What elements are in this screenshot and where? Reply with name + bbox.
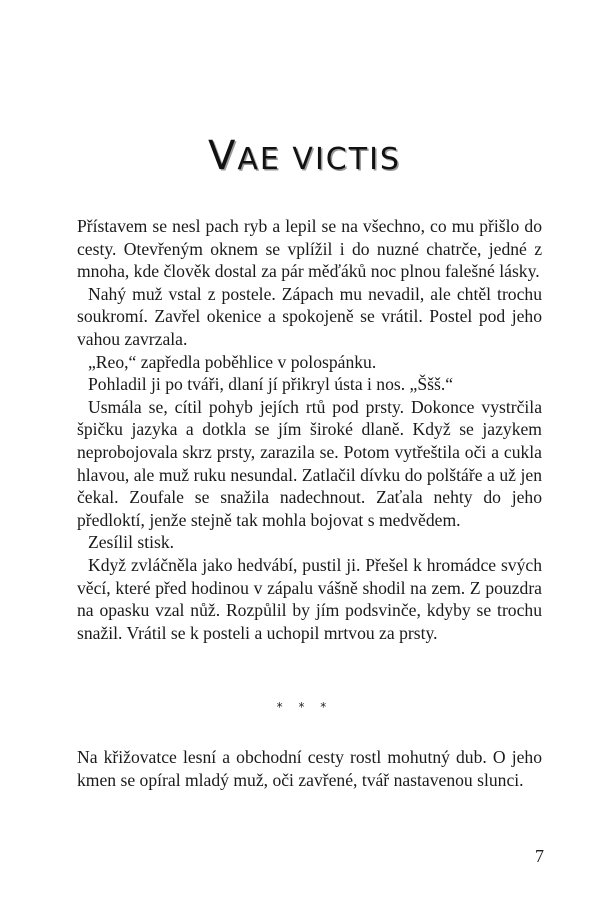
paragraph: „Reo,“ zapředla poběhlice v polospánku. [88, 351, 377, 372]
page-number: 7 [535, 846, 544, 866]
section-one-text [77, 215, 542, 644]
paragraph: Na křižovatce lesní a obchodní cesty rostl mohutný dub. O jeho kmen se opíral mladý muž, oči zavřené, tvář nastavenou slunci. [77, 747, 542, 790]
paragraph: Zesílil stisk. [88, 532, 175, 553]
section-two-text [77, 746, 542, 791]
scene-break: * * * [276, 700, 333, 714]
paragraph: Přístavem se nesl pach ryb a lepil se na všechno, co mu přišlo do cesty. Otevřeným oknem se vplížil i do nuzné chatrče, jedné z mnoha, kde člověk dostal za pár měďáků noc plnou falešné lásky. [77, 216, 542, 282]
paragraph: Usmála se, cítil pohyb jejích rtů pod prsty. Dokonce vystrčila špičku jazyka a dotkla se jím široké dlaně. Když se jazykem neprobojovala skrz prsty, zarazila se. Potom vytřeštila oči a cukla hlavou, ale muž ruku nesundal. Zatlačil dívku do polštáře a už jen čekal. Zoufale se snažila nadechnout. Zaťala nehty do jeho předloktí, jenže stejně tak mohla bojovat s medvědem. [77, 396, 542, 530]
chapter-title [0, 132, 609, 184]
paragraph: Pohladil ji po tváři, dlaní jí přikryl ústa i nos. „Ššš.“ [88, 374, 454, 395]
chapter-title-rest: AE VICTIS [237, 142, 401, 177]
paragraph: Nahý muž vstal z postele. Zápach mu nevadil, ale chtěl trochu soukromí. Zavřel okenice a spokojeně se vrátil. Postel pod jeho vahou zavrzala. [77, 283, 542, 349]
paragraph: Když zvláčněla jako hedvábí, pustil ji. Přešel k hromádce svých věcí, které před hodinou v zápalu vášně shodil na zem. Z pouzdra na opasku vzal nůž. Rozpůlil by jím podsvinče, kdyby se trochu snažil. Vrátil se k posteli a uchopil mrtvou za prsty. [77, 554, 542, 643]
chapter-title-initial: V [208, 133, 238, 179]
